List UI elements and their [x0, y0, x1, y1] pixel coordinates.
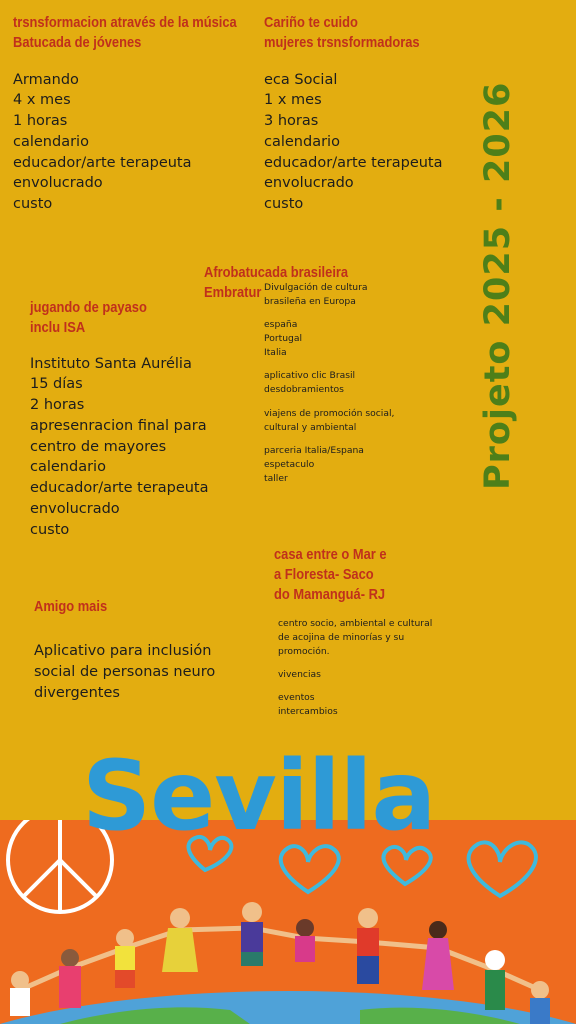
- text-line: jugando de payaso: [30, 299, 147, 316]
- text-line: divergentes: [34, 684, 120, 701]
- text-line: [278, 659, 432, 668]
- text-line: casa entre o Mar e: [274, 546, 387, 563]
- text-line: [264, 435, 394, 444]
- text-line: envolucrado: [264, 175, 354, 192]
- text-line: educador/arte terapeuta: [264, 154, 443, 171]
- text-line: [30, 339, 209, 354]
- text-line: 1 x mes: [264, 92, 322, 109]
- project-casa-details: [278, 617, 432, 719]
- text-line: Afrobatucada brasileira: [204, 264, 349, 281]
- text-line: mujeres trsnsformadoras: [264, 34, 420, 51]
- text-line: 15 días: [30, 376, 83, 393]
- text-line: cultural y ambiental: [264, 421, 357, 433]
- text-line: de acojina de minorías y su: [278, 632, 405, 643]
- text-line: parceria Italia/Espana: [264, 444, 364, 456]
- text-line: do Mamanguá- RJ: [274, 586, 386, 603]
- text-line: taller: [264, 472, 288, 484]
- text-line: centro de mayores: [30, 438, 167, 455]
- text-line: Aplicativo para inclusión: [34, 643, 212, 659]
- text-line: social de personas neuro: [34, 663, 216, 680]
- project-payaso-details: [30, 339, 209, 541]
- text-line: Cariño te cuido: [264, 14, 358, 31]
- project-casa-title: [274, 545, 387, 605]
- project-amigo-title: [34, 597, 107, 617]
- text-line: Batucada de jóvenes: [13, 34, 142, 51]
- text-line: centro socio, ambiental e cultural: [278, 618, 433, 629]
- text-line: viajens de promoción social,: [264, 407, 395, 419]
- text-line: aplicativo clic Brasil: [264, 370, 356, 382]
- text-line: desdobramientos: [264, 384, 344, 396]
- text-line: a Floresta- Saco: [274, 566, 374, 583]
- text-line: 1 horas: [13, 113, 68, 130]
- text-line: Divulgación de cultura: [264, 282, 368, 293]
- text-line: educador/arte terapeuta: [13, 154, 192, 171]
- text-line: [264, 360, 394, 369]
- text-line: Armando: [13, 71, 79, 88]
- text-line: calendario: [13, 133, 89, 150]
- holding-hands: [20, 928, 540, 990]
- text-line: custo: [13, 196, 53, 213]
- text-line: Italia: [264, 347, 287, 359]
- text-line: [278, 682, 432, 691]
- project-batucada-details: [13, 55, 192, 215]
- project-payaso-title: [30, 298, 147, 338]
- text-line: custo: [30, 521, 70, 538]
- text-line: educador/arte terapeuta: [30, 480, 209, 497]
- text-line: Instituto Santa Aurélia: [30, 355, 192, 372]
- text-line: [264, 397, 394, 406]
- project-carino-details: [264, 55, 443, 215]
- text-line: custo: [264, 196, 304, 213]
- text-line: eventos: [278, 692, 315, 704]
- text-line: eca Social: [264, 71, 338, 88]
- text-line: españa: [264, 319, 298, 331]
- text-line: apresenracion final para: [30, 417, 207, 434]
- text-line: Amigo mais: [34, 598, 108, 615]
- project-amigo-details: [34, 641, 215, 703]
- text-line: [264, 55, 443, 70]
- text-line: 2 horas: [30, 397, 85, 414]
- text-line: Portugal: [264, 333, 303, 345]
- text-line: Embratur: [204, 284, 262, 301]
- text-line: vivencias: [278, 669, 321, 681]
- text-line: calendario: [264, 133, 340, 150]
- text-line: espetaculo: [264, 458, 315, 470]
- text-line: envolucrado: [30, 501, 120, 518]
- text-line: 3 horas: [264, 113, 319, 130]
- city-title: Sevilla: [82, 740, 436, 852]
- text-line: trsnsformacion através de la música: [13, 14, 237, 31]
- text-line: 4 x mes: [13, 92, 71, 109]
- text-line: calendario: [30, 459, 106, 476]
- project-carino-title: [264, 13, 420, 53]
- text-line: envolucrado: [13, 175, 103, 192]
- text-line: [13, 55, 192, 70]
- text-line: intercambios: [278, 706, 338, 718]
- vertical-title: Projeto 2025 - 2026: [478, 81, 518, 490]
- text-line: promoción.: [278, 646, 330, 657]
- text-line: inclu ISA: [30, 319, 86, 336]
- text-line: [264, 309, 394, 318]
- text-line: brasileña en Europa: [264, 296, 356, 307]
- project-batucada-title: [13, 13, 237, 53]
- project-afrobatucada-details: [264, 281, 394, 486]
